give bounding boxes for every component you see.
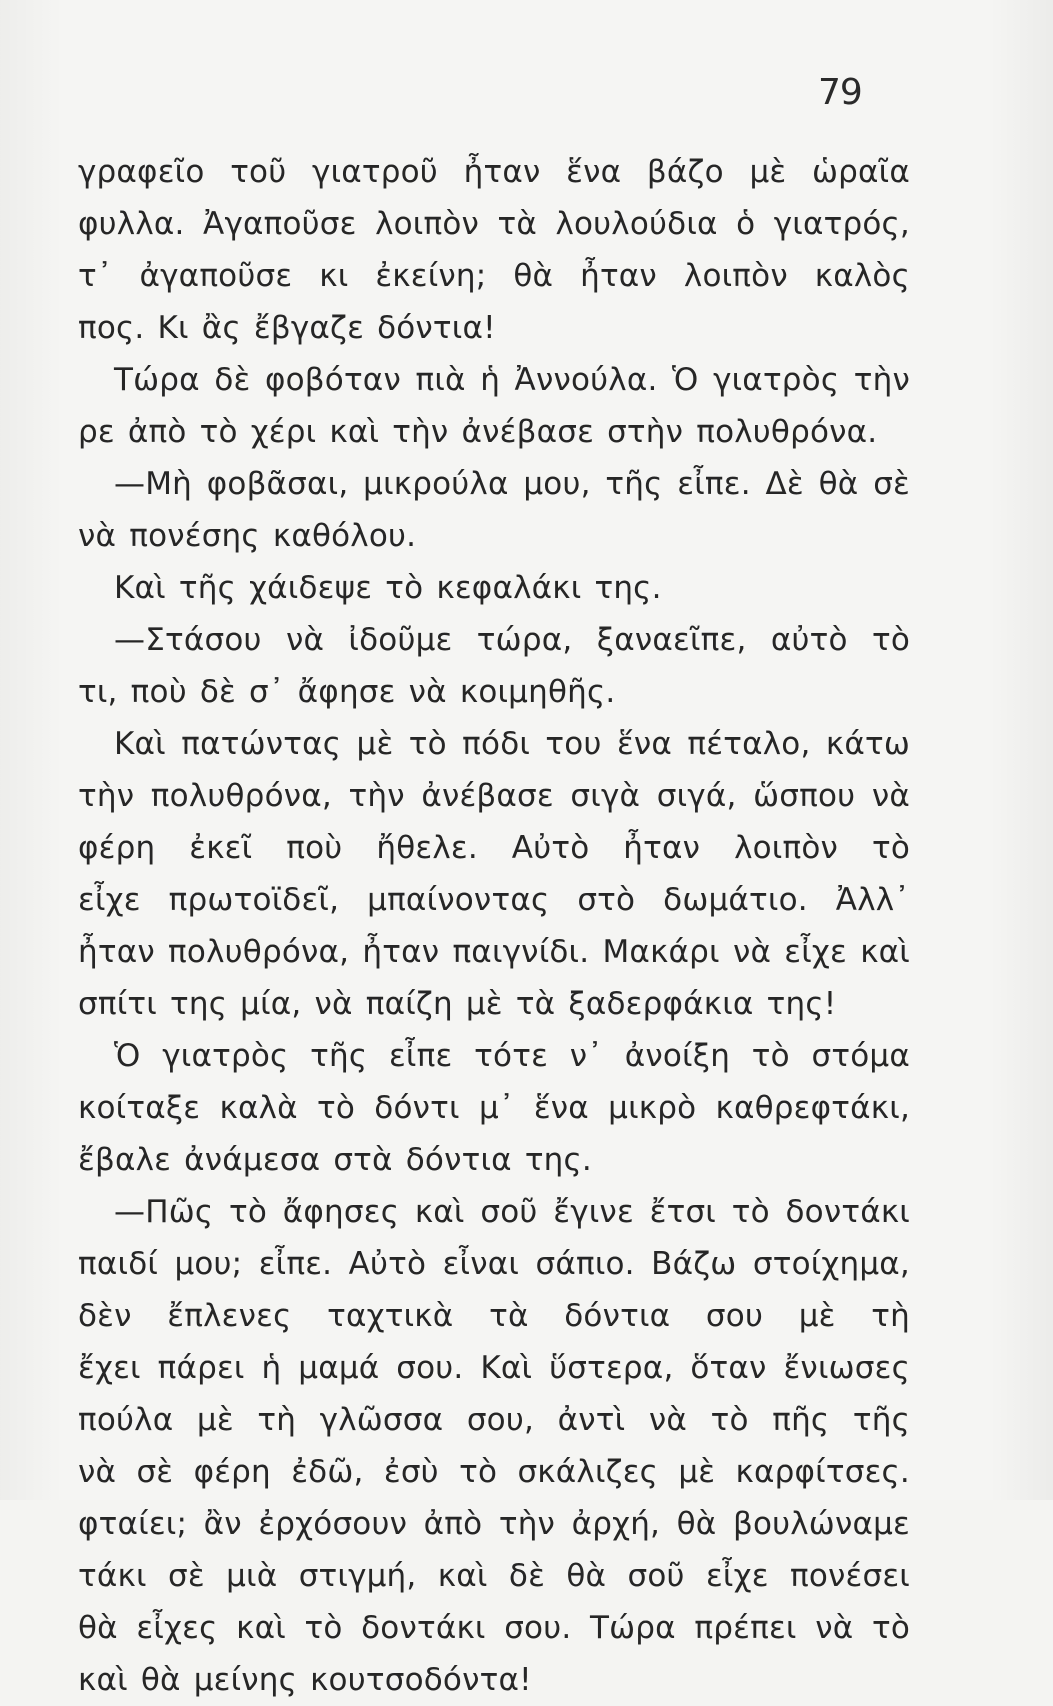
- text-line: ρε ἀπὸ τὸ χέρι καὶ τὴν ἀνέβασε στὴν πολυθρόνα.: [78, 414, 878, 450]
- body-text: [78, 146, 910, 1706]
- text-line: σπίτι της μία, νὰ παίζη μὲ τὰ ξαδερφάκια της!: [78, 986, 837, 1022]
- text-line: εἶχε πρωτοϊδεῖ, μπαίνοντας στὸ δωμάτιο. Ἀλλ᾽: [78, 882, 910, 918]
- text-line: Καὶ πατώντας μὲ τὸ πόδι του ἕνα πέταλο, κάτω: [114, 726, 910, 762]
- text-line: —Πῶς τὸ ἄφησες καὶ σοῦ ἔγινε ἔτσι τὸ δοντάκι: [114, 1194, 910, 1230]
- text-line: τὴν πολυθρόνα, τὴν ἀνέβασε σιγὰ σιγά, ὥσπου νὰ: [78, 778, 910, 814]
- text-line: πούλα μὲ τὴ γλῶσσα σου, ἀντὶ νὰ τὸ πῆς τῆς: [78, 1402, 910, 1438]
- text-line: νὰ πονέσης καθόλου.: [78, 518, 417, 554]
- text-line: κοίταξε καλὰ τὸ δόντι μ᾽ ἕνα μικρὸ καθρεφτάκι,: [78, 1090, 910, 1126]
- text-line: καὶ θὰ μείνης κουτσοδόντα!: [78, 1662, 532, 1698]
- text-line: πος. Κι ἂς ἔβγαζε δόντια!: [78, 310, 496, 346]
- text-line: φταίει; ἂν ἐρχόσουν ἀπὸ τὴν ἀρχή, θὰ βουλώναμε: [78, 1506, 910, 1542]
- text-line: ἦταν πολυθρόνα, ἦταν παιγνίδι. Μακάρι νὰ εἶχε καὶ: [78, 934, 910, 970]
- text-line: νὰ σὲ φέρη ἐδῶ, ἐσὺ τὸ σκάλιζες μὲ καρφίτσες.: [78, 1454, 910, 1490]
- text-line: φυλλα. Ἀγαποῦσε λοιπὸν τὰ λουλούδια ὁ γιατρός,: [78, 206, 910, 242]
- page-number: 79: [818, 72, 862, 113]
- text-line: δὲν ἔπλενες ταχτικὰ τὰ δόντια σου μὲ τὴ: [78, 1298, 910, 1334]
- text-line: γραφεῖο τοῦ γιατροῦ ἦταν ἕνα βάζο μὲ ὡραῖα: [78, 154, 910, 190]
- text-line: ἔχει πάρει ἡ μαμά σου. Καὶ ὕστερα, ὅταν ἔνιωσες: [78, 1350, 910, 1386]
- text-line: θὰ εἶχες καὶ τὸ δοντάκι σου. Τώρα πρέπει νὰ τὸ: [78, 1610, 910, 1646]
- text-line: τι, ποὺ δὲ σ᾽ ἄφησε νὰ κοιμηθῆς.: [78, 674, 616, 710]
- text-line: Καὶ τῆς χάιδεψε τὸ κεφαλάκι της.: [114, 570, 662, 606]
- text-line: Ὁ γιατρὸς τῆς εἶπε τότε ν᾽ ἀνοίξη τὸ στόμα: [114, 1038, 910, 1074]
- text-line: τάκι σὲ μιὰ στιγμή, καὶ δὲ θὰ σοῦ εἶχε πονέσει: [78, 1558, 910, 1594]
- text-line: τ᾽ ἀγαποῦσε κι ἐκείνη; θὰ ἦταν λοιπὸν καλὸς: [78, 258, 910, 294]
- text-line: ἔβαλε ἀνάμεσα στὰ δόντια της.: [78, 1142, 592, 1178]
- text-line: φέρη ἐκεῖ ποὺ ἤθελε. Αὐτὸ ἦταν λοιπὸν τὸ: [78, 830, 910, 866]
- text-line: Τώρα δὲ φοβόταν πιὰ ἡ Ἀννούλα. Ὁ γιατρὸς τὴν: [114, 362, 910, 398]
- text-line: —Στάσου νὰ ἰδοῦμε τώρα, ξαναεῖπε, αὐτὸ τὸ: [114, 622, 910, 658]
- text-line: —Μὴ φοβᾶσαι, μικρούλα μου, τῆς εἶπε. Δὲ θὰ σὲ: [114, 466, 910, 502]
- text-line: παιδί μου; εἶπε. Αὐτὸ εἶναι σάπιο. Βάζω στοίχημα,: [78, 1246, 910, 1282]
